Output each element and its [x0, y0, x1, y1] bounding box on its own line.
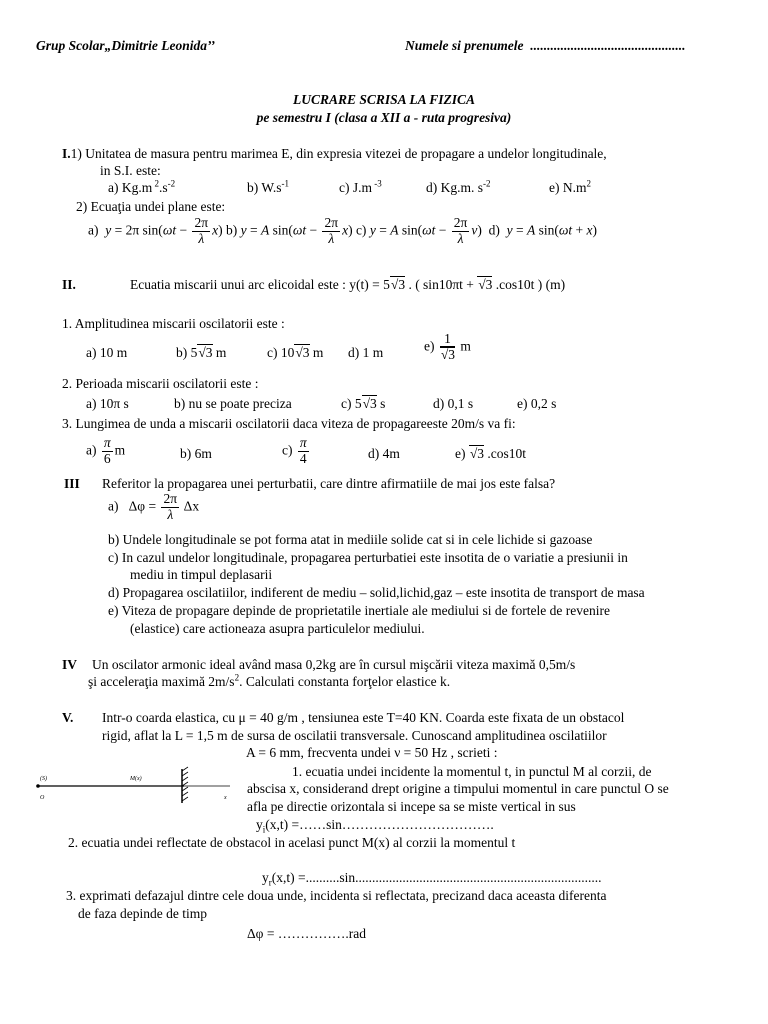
section-1-q1-opt-a: a) Kg.m $^2.s^{-2}$ [108, 178, 176, 195]
section-3-opt-c-cont: mediu in timpul deplasarii [130, 567, 273, 582]
student-name-field[interactable] [405, 38, 686, 55]
section-2-q1-opt-a: a) 10 m [86, 345, 128, 360]
section-5-line-2: rigid, aflat la L = 1,5 m de sursa de oscilatii transversale. Cunoscand amplitudinea oscilatiilor [102, 728, 607, 743]
incident-wave-answer[interactable]: $y_i(x,t)$ =……sin……………………………. [256, 817, 494, 835]
section-3-opt-c: c) In cazul undelor longitudinale, propagarea perturbatiei este insotita de o variatie a presiunii in [108, 550, 628, 565]
name-blank: .............................................. [530, 38, 686, 53]
section-2-equation: Ecuatia miscarii unui arc elicoidal este : y(t) = 5√ 3 . ( sin10πt + √ 3 .cos10t ) (m) [130, 277, 565, 294]
section-2-q2-opt-b: b) nu se poate preciza [174, 396, 292, 411]
section-2-q2-opt-a: a) 10π s [86, 396, 129, 411]
origin-label: O [40, 795, 45, 801]
section-5-part-3b: de faza depinde de timp [78, 906, 207, 921]
school-name: Grup Scolar„Dimitrie Leonida’’ [36, 38, 216, 53]
section-1-q1-opt-b: b) $W.s^{-1}$ [247, 178, 290, 195]
section-3-opt-d: d) Propagarea oscilatiilor, indiferent de mediu – solid,lichid,gaz – este insotita de transport de masa [108, 585, 645, 600]
section-1-q2: 2) Ecuaţia undei plane este: [76, 199, 226, 214]
section-2-label: II. [62, 277, 76, 292]
section-2-q2: 2. Perioada miscarii oscilatorii este : [62, 376, 259, 391]
section-2-q1-opt-e: e) 1 √ 3 m [424, 332, 471, 363]
section-2-q3-opt-c: c) $\frac{\pi}{4}$ [282, 435, 307, 466]
section-2-q1-opt-d: d) 1 m [348, 345, 384, 360]
page-title: LUCRARE SCRISA LA FIZICA [293, 92, 475, 107]
phase-difference-answer[interactable]: Δφ = …………….rad [247, 926, 366, 941]
name-label: Numele si prenumele [405, 38, 524, 53]
reflected-wave-answer[interactable]: $y_r(x,t) =..........\sin$......................................................................... [262, 870, 602, 888]
source-label: (S) [40, 776, 47, 782]
section-2-q2-opt-c: c) 5√ 3 s [341, 396, 385, 413]
section-2-q3-opt-e: e) √ 3 .cos10t [455, 446, 526, 463]
section-1-q1: I.1) Unitatea de masura pentru marimea E, din expresia vitezei de propagare a undelor longitudinale, [62, 146, 607, 161]
section-4-line-2: şi acceleraţia maximă $2m/s^2$. Calculati constanta forţelor elastice k. [88, 672, 451, 689]
section-5-part-2: 2. ecuatia undei reflectate de obstacol in acelasi punct M(x) al corzii la momentul t [68, 835, 516, 850]
section-4-line-1: Un oscilator armonic ideal având masa 0,2kg are în cursul mişcării viteza maximă 0,5m/s [92, 657, 576, 672]
section-3-opt-e: e) Viteza de propagare depinde de proprietatile inertiale ale mediului si de fortele de revenire [108, 603, 610, 618]
section-1-q1-opt-c: c) J.m $^{-3}$ [339, 178, 382, 195]
section-5-part-1c: afla pe directie orizontala si incepe sa se miste vertical in sus [247, 799, 576, 814]
section-3-opt-e-cont: (elastice) care actioneaza asupra particulelor mediului. [130, 621, 425, 636]
section-5-line-3: A = 6 mm, frecventa undei ν = 50 Hz , scrieti : [246, 745, 498, 760]
page-subtitle: pe semestru I (clasa a XII a - ruta progresiva) [256, 110, 512, 125]
section-3-opt-a: a) Δφ = $\frac{2\pi}{\lambda}$ Δx [108, 491, 200, 522]
section-2-q1: 1. Amplitudinea miscarii oscilatorii este : [62, 316, 285, 331]
section-1-q1-opt-e: e) $N.m^2$ [549, 178, 591, 195]
obstacle-hatch [182, 767, 188, 801]
section-5-part-1a: 1. ecuatia undei incidente la momentul t, in punctul M al corzii, de [292, 764, 652, 779]
string-diagram [34, 766, 234, 806]
section-2-q2-opt-d: d) 0,1 s [433, 396, 474, 411]
section-2-q3-opt-b: b) 6m [180, 446, 212, 461]
section-2-q3-opt-d: d) 4m [368, 446, 400, 461]
section-5-part-3a: 3. exprimati defazajul dintre cele doua unde, incidenta si reflectata, precizand daca aceasta diferenta [66, 888, 607, 903]
point-m-label: M(x) [130, 776, 142, 782]
section-2-q3: 3. Lungimea de unda a miscarii oscilatorii daca viteza de propagareeste 20m/s va fi: [62, 416, 516, 431]
x-axis-label: x [224, 795, 227, 801]
section-1-q1-opt-d: d) Kg.m. $s^{-2}$ [426, 178, 491, 195]
section-3-label: III [64, 476, 80, 491]
section-5-label: V. [62, 710, 74, 725]
section-3-opt-b: b) Undele longitudinale se pot forma atat in mediile solide cat si in cele lichide si gazoase [108, 532, 593, 547]
section-5-line-1: Intr-o coarda elastica, cu μ = 40 g/m , tensiunea este T=40 KN. Coarda este fixata de un obstacol [102, 710, 625, 725]
section-3-question: Referitor la propagarea unei perturbatii, care dintre afirmatiile de mai jos este falsa? [102, 476, 556, 491]
section-2-q1-opt-b: b) 5√ 3 m [176, 345, 226, 362]
source-point [36, 784, 40, 788]
section-1-q2-options: a) y = 2π sin(ωt − $\frac{2\pi}{\lambda}$ x) b) y = A sin(ωt − $\frac{2\pi}{\lambda}$ x) c) y = A sin(ωt − $\frac{2\pi}{\lambda}$ ν) d) y = A sin(ωt + x) [88, 215, 597, 246]
section-1-q1-cont: in S.I. este: [100, 163, 161, 178]
section-4-label: IV [62, 657, 78, 672]
section-2-q2-opt-e: e) 0,2 s [517, 396, 557, 411]
section-2-q3-opt-a: a) $\frac{\pi}{6}$ m [86, 435, 126, 466]
section-2-q1-opt-c: c) 10√ 3 m [267, 345, 323, 362]
section-5-part-1b: abscisa x, considerand drept origine a timpului momentul in care punctul O se [247, 781, 669, 796]
